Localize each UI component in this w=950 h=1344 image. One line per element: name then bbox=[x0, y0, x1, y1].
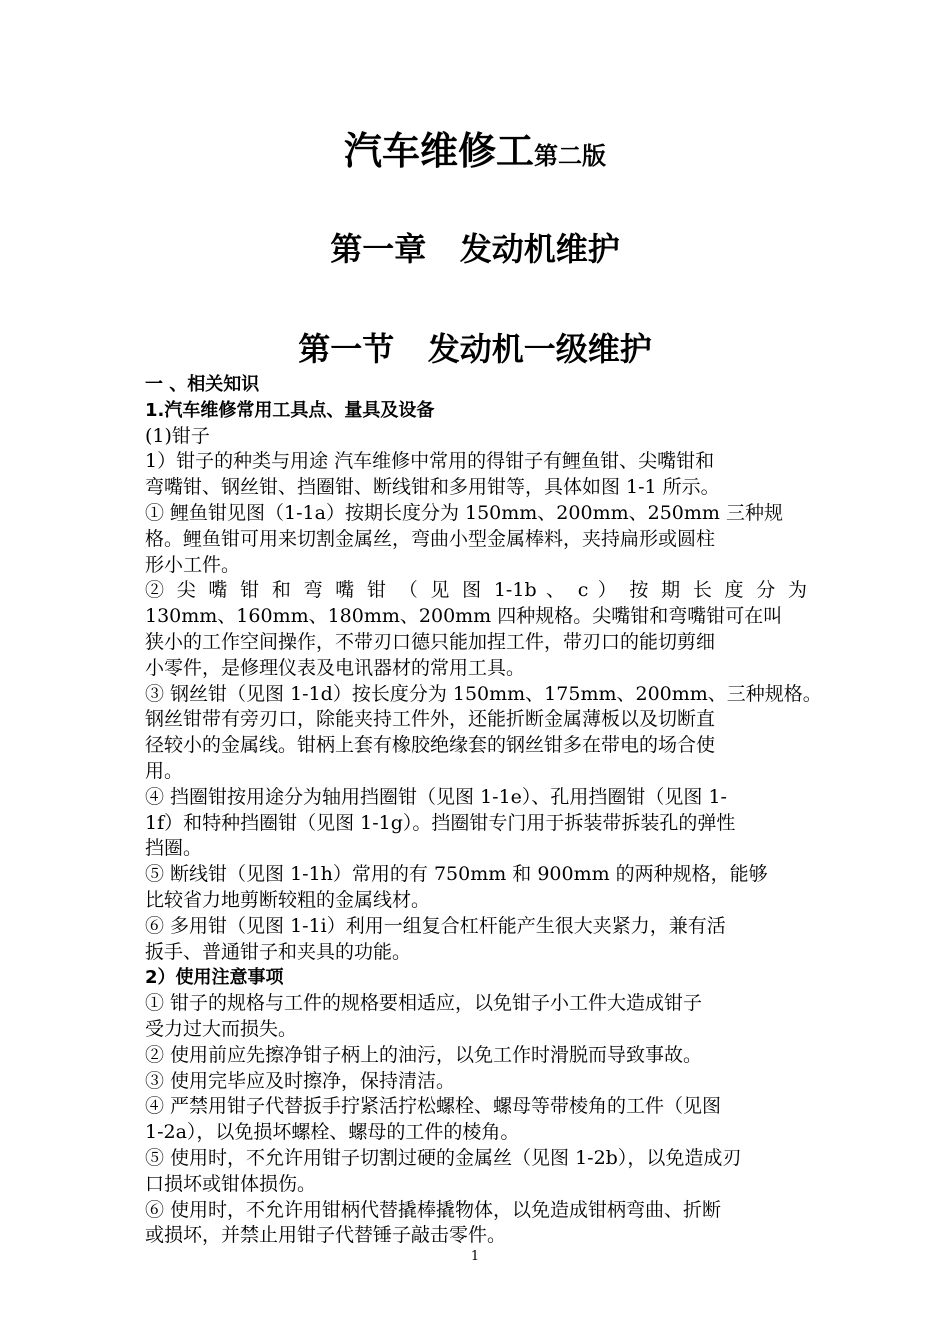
paragraph-line: 弯嘴钳、钢丝钳、挡圈钳、断线钳和多用钳等，具体如图 1-1 所示。 bbox=[145, 476, 720, 499]
paragraph-line: ④ 挡圈钳按用途分为轴用挡圈钳（见图 1-1e）、孔用挡圈钳（见图 1- bbox=[145, 785, 727, 808]
paragraph-line: ① 鲤鱼钳见图（1-1a）按期长度分为 150mm、200mm、250mm 三种规 bbox=[145, 501, 783, 524]
paragraph-line: 扳手、普通钳子和夹具的功能。 bbox=[145, 940, 412, 963]
paragraph-line: 径较小的金属线。钳柄上套有橡胶绝缘套的钢丝钳多在带电的场合使 bbox=[145, 734, 716, 757]
notes-line: 或损坏，并禁止用钳子代替锤子敲击零件。 bbox=[145, 1224, 507, 1247]
notes-line: ② 使用前应先擦净钳子柄上的油污，以免工作时滑脱而导致事故。 bbox=[145, 1043, 703, 1066]
paragraph-line: 比较省力地剪断较粗的金属线材。 bbox=[145, 888, 431, 911]
item-pliers: (1)钳子 bbox=[145, 424, 210, 447]
paragraph-line: 130mm、160mm、180mm、200mm 四种规格。尖嘴钳和弯嘴钳可在叫 bbox=[145, 605, 783, 628]
paragraph-line: 格。鲤鱼钳可用来切割金属丝，弯曲小型金属棒料，夹持扁形或圆柱 bbox=[145, 527, 716, 550]
heading-usage-notes: 2）使用注意事项 bbox=[145, 967, 284, 989]
body-text bbox=[145, 372, 825, 1249]
notes-line: ⑥ 使用时，不允许用钳柄代替撬棒撬物体，以免造成钳柄弯曲、折断 bbox=[145, 1198, 722, 1221]
paragraph-line: 1f）和特种挡圈钳（见图 1-1g）。挡圈钳专门用于拆装带拆装孔的弹性 bbox=[145, 811, 736, 834]
notes-line: ③ 使用完毕应及时擦净，保持清洁。 bbox=[145, 1069, 456, 1092]
notes-line: ⑤ 使用时，不允许用钳子切割过硬的金属丝（见图 1-2b），以免造成刃 bbox=[145, 1146, 742, 1169]
notes-line: ① 钳子的规格与工件的规格要相适应，以免钳子小工件大造成钳子 bbox=[145, 992, 703, 1015]
paragraph-line: 1）钳子的种类与用途 汽车维修中常用的得钳子有鲤鱼钳、尖嘴钳和 bbox=[145, 450, 715, 473]
paragraph-line: 形小工件。 bbox=[145, 553, 241, 576]
paragraph-line: ⑤ 断线钳（见图 1-1h）常用的有 750mm 和 900mm 的两种规格，能够 bbox=[145, 863, 768, 886]
heading-related-knowledge: 一 、相关知识 bbox=[145, 374, 260, 395]
paragraph-line: ③ 钢丝钳（见图 1-1d）按长度分为 150mm、175mm、200mm、三种规格。 bbox=[145, 682, 822, 705]
paragraph-line: 用。 bbox=[145, 759, 184, 782]
notes-line: 口损坏或钳体损伤。 bbox=[145, 1172, 317, 1195]
paragraph-line: 狭小的工作空间操作，不带刃口德只能加捏工件，带刃口的能切剪细 bbox=[145, 630, 716, 653]
paragraph-line: 小零件，是修理仪表及电讯器材的常用工具。 bbox=[145, 656, 526, 679]
section-heading: 第一节 发动机一级维护 bbox=[298, 330, 652, 368]
title-main: 汽车维修工 bbox=[343, 129, 534, 173]
page-number: 1 bbox=[470, 1249, 480, 1264]
notes-line: 1-2a），以免损坏螺栓、螺母的工件的棱角。 bbox=[145, 1121, 520, 1144]
paragraph-line: ⑥ 多用钳（见图 1-1i）利用一组复合杠杆能产生很大夹紧力，兼有活 bbox=[145, 914, 726, 937]
chapter-heading: 第一章 发动机维护 bbox=[330, 230, 620, 268]
paragraph-line: 挡圈。 bbox=[145, 837, 203, 860]
notes-line: 受力过大而损失。 bbox=[145, 1017, 298, 1040]
heading-tools: 1.汽车维修常用工具点、量具及设备 bbox=[145, 399, 435, 421]
document-title bbox=[0, 126, 950, 181]
paragraph-line: 钢丝钳带有旁刃口，除能夹持工件外，还能折断金属薄板以及切断直 bbox=[145, 708, 716, 731]
paragraph-line: ② 尖 嘴 钳 和 弯 嘴 钳 （ 见 图 1-1b 、 c ） 按 期 长 度 分 为 bbox=[145, 579, 807, 602]
title-suffix: 第二版 bbox=[534, 142, 606, 170]
notes-line: ④ 严禁用钳子代替扳手拧紧活拧松螺栓、螺母等带棱角的工件（见图 bbox=[145, 1095, 722, 1118]
